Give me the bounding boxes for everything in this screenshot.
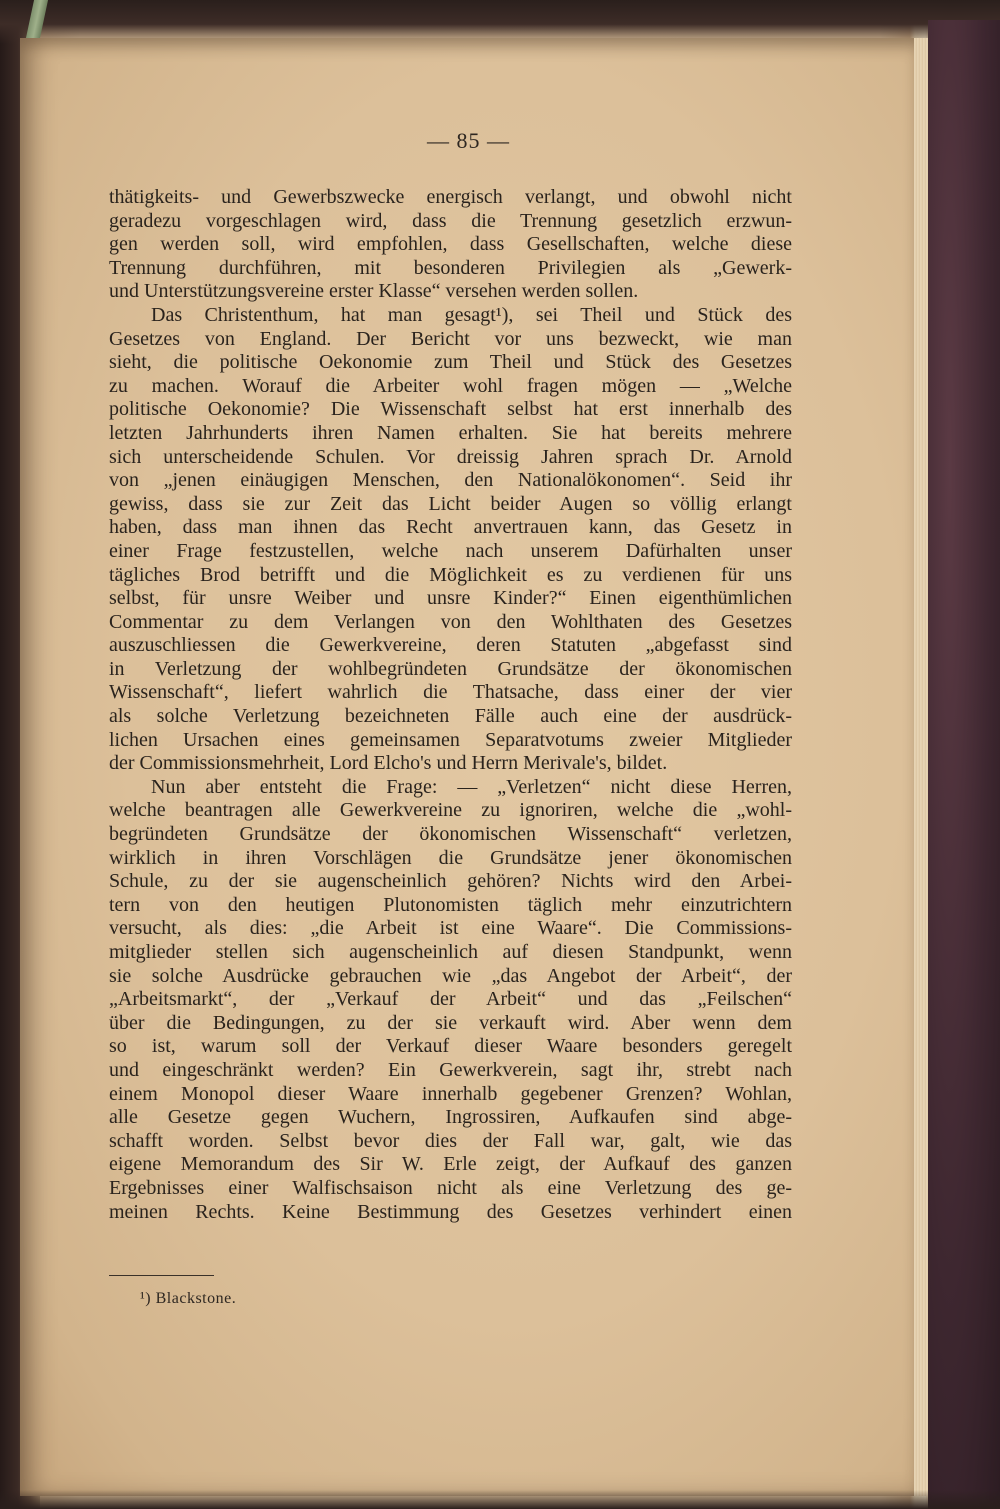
body-text (109, 186, 792, 1224)
text-line: gewiss, dass sie zur Zeit das Licht beider Augen so völlig erlangt (109, 492, 792, 515)
text-line: gen werden soll, wird empfohlen, dass Gesellschaften, welche diese (109, 233, 792, 256)
text-line: alle Gesetze gegen Wuchern, Ingrossiren, Aufkaufen sind abge- (109, 1106, 792, 1129)
footnote-rule (109, 1275, 214, 1276)
text-line: schafft worden. Selbst bevor dies der Fall war, galt, wie das (109, 1129, 792, 1152)
text-line: und Unterstützungsvereine erster Klasse“ versehen werden sollen. (109, 280, 639, 303)
text-line: so ist, warum soll der Verkauf dieser Waare besonders geregelt (109, 1035, 792, 1058)
text-line: Nun aber entsteht die Frage: — „Verletzen“ nicht diese Herren, (151, 775, 792, 798)
text-line: Ergebnisses einer Walfischsaison nicht als eine Verletzung des ge- (109, 1176, 792, 1199)
text-line: sie solche Ausdrücke gebrauchen wie „das Angebot der Arbeit“, der (109, 964, 792, 987)
page-number: — 85 — (427, 128, 510, 153)
text-line: einer Frage festzustellen, welche nach unserem Dafürhalten unser (109, 539, 792, 562)
text-line: meinen Rechts. Keine Bestimmung des Gesetzes verhindert einen (109, 1200, 792, 1223)
text-line: geradezu vorgeschlagen wird, dass die Trennung gesetzlich erzwun- (109, 209, 792, 232)
text-line: von „jenen einäugigen Menschen, den Nationalökonomen“. Seid ihr (109, 469, 792, 492)
bottom-shadow (0, 1490, 1000, 1509)
text-line: auszuschliessen die Gewerkvereine, deren Statuten „abgefasst sind (109, 634, 792, 657)
text-line: zu machen. Worauf die Arbeiter wohl fragen mögen — „Welche (109, 374, 792, 397)
text-line: begründeten Grundsätze der ökonomischen Wissenschaft“ verletzen, (109, 823, 792, 846)
text-line: über die Bedingungen, zu der sie verkauft wird. Aber wenn dem (109, 1011, 792, 1034)
text-line: als solche Verletzung bezeichneten Fälle auch eine der ausdrück- (109, 705, 792, 728)
text-line: tägliches Brod betrifft und die Möglichkeit es zu verdienen für uns (109, 563, 792, 586)
text-line: Gesetzes von England. Der Bericht vor uns bezweckt, wie man (109, 327, 792, 350)
text-line: thätigkeits- und Gewerbszwecke energisch verlangt, und obwohl nicht (109, 186, 792, 208)
text-line: sich unterscheidende Schulen. Vor dreissig Jahren sprach Dr. Arnold (109, 445, 792, 468)
text-line: und eingeschränkt werden? Ein Gewerkverein, sagt ihr, strebt nach (109, 1058, 792, 1081)
text-line: tern von den heutigen Plutonomisten täglich mehr einzutrichtern (109, 893, 792, 916)
book-cover (928, 20, 1000, 1509)
text-line: sieht, die politische Oekonomie zum Theil und Stück des Gesetzes (109, 351, 792, 374)
text-line: selbst, für unsre Weiber und unsre Kinder?“ Einen eigenthümlichen (109, 587, 792, 610)
page (20, 38, 917, 1496)
text-line: Schule, zu der sie augenscheinlich gehören? Nichts wird den Arbei- (109, 870, 792, 893)
text-line: lichen Ursachen eines gemeinsamen Separatvotums zweier Mitglieder (109, 728, 792, 751)
text-line: „Arbeitsmarkt“, der „Verkauf der Arbeit“ und das „Feilschen“ (109, 988, 792, 1011)
text-line: Das Christenthum, hat man gesagt¹), sei Theil und Stück des (151, 303, 792, 326)
text-line: einem Monopol dieser Waare innerhalb gegebener Grenzen? Wohlan, (109, 1082, 792, 1105)
footnote: ¹) Blackstone. (140, 1290, 237, 1307)
text-line: Wissenschaft“, liefert wahrlich die Thatsache, dass einer der vier (109, 681, 792, 704)
text-line: haben, dass man ihnen das Recht anvertrauen kann, das Gesetz in (109, 516, 792, 539)
text-line: Trennung durchführen, mit besonderen Privilegien als „Gewerk- (109, 256, 792, 279)
text-line: mitglieder stellen sich augenscheinlich auf diesen Standpunkt, wenn (109, 941, 792, 963)
text-line: wirklich in ihren Vorschlägen die Grundsätze jener ökonomischen (109, 846, 792, 869)
text-line: letzten Jahrhunderts ihren Namen erhalten. Sie hat bereits mehrere (109, 421, 792, 444)
page-stack-edge (914, 38, 928, 1496)
text-line: der Commissionsmehrheit, Lord Elcho's und Herrn Merivale's, bildet. (109, 752, 668, 775)
text-line: in Verletzung der wohlbegründeten Grundsätze der ökonomischen (109, 657, 792, 680)
text-line: politische Oekonomie? Die Wissenschaft selbst hat erst innerhalb des (109, 398, 792, 421)
text-line: Commentar zu dem Verlangen von den Wohlthaten des Gesetzes (109, 610, 792, 633)
text-line: versucht, als dies: „die Arbeit ist eine Waare“. Die Commissions- (109, 917, 792, 940)
text-line: eigene Memorandum des Sir W. Erle zeigt, der Aufkauf des ganzen (109, 1153, 792, 1176)
text-line: welche beantragen alle Gewerkvereine zu ignoriren, welche die „wohl- (109, 799, 792, 822)
